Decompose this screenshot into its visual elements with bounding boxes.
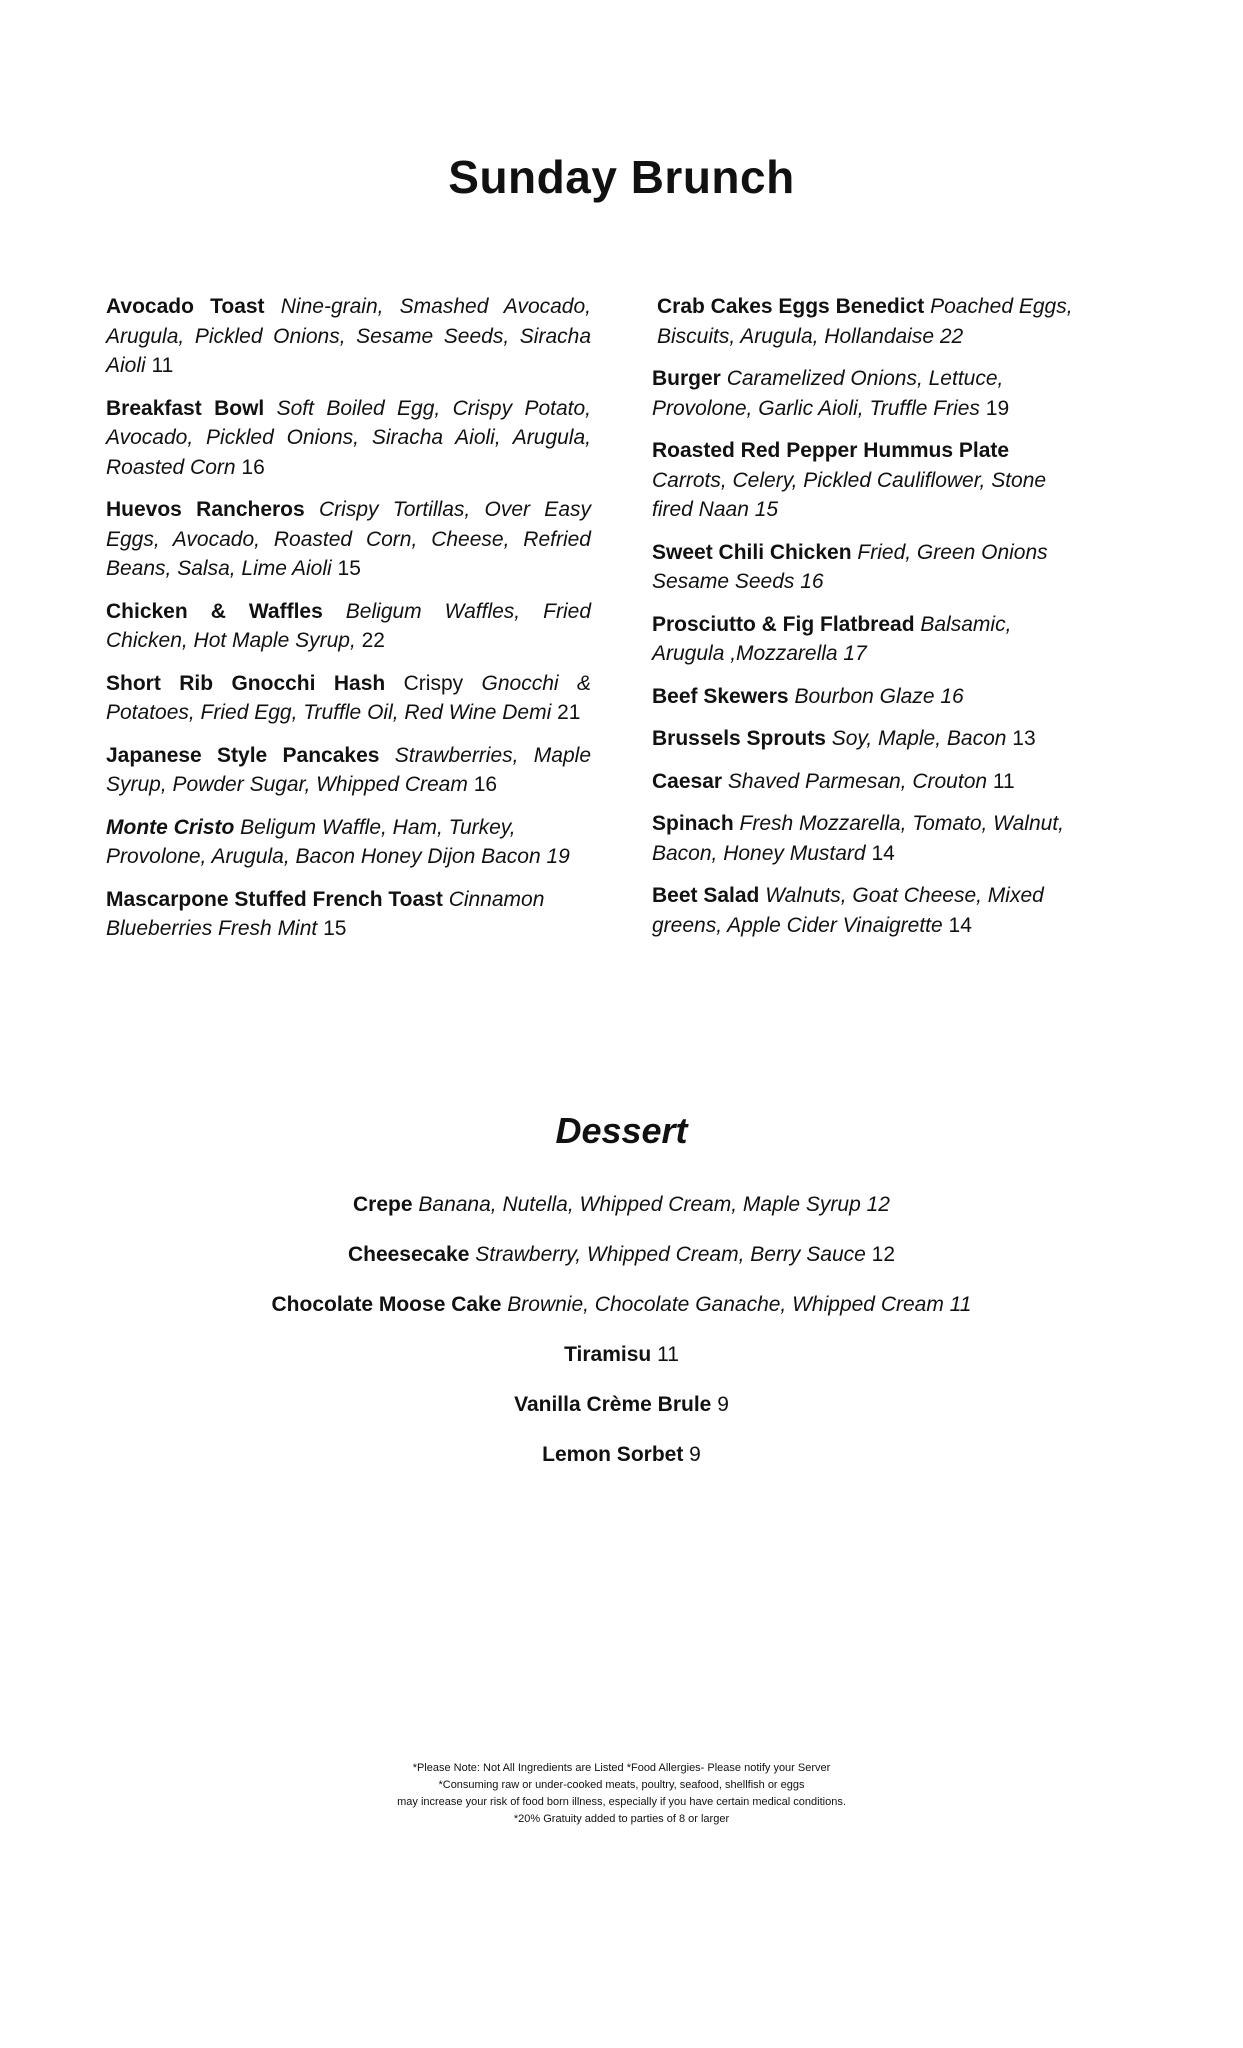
item-price: 21 bbox=[557, 701, 581, 724]
item-name: Crepe bbox=[353, 1193, 413, 1216]
menu-item bbox=[106, 292, 591, 381]
menu-item bbox=[106, 394, 591, 483]
footer-line: *20% Gratuity added to parties of 8 or larger bbox=[513, 1813, 730, 1825]
item-name: Huevos Rancheros bbox=[106, 498, 305, 521]
dessert-item bbox=[0, 1440, 1243, 1470]
footer-notes bbox=[0, 1760, 1243, 1828]
item-description: Strawberries, Maple Syrup, Powder Sugar, Whipped Cream bbox=[106, 743, 591, 796]
item-name: Monte Cristo bbox=[106, 815, 235, 839]
item-name: Japanese Style Pancakes bbox=[106, 743, 380, 767]
menu-item bbox=[652, 809, 1082, 868]
item-description: Walnuts, Goat Cheese, Mixed greens, Apple Cider Vinaigrette bbox=[652, 884, 1044, 937]
item-price: 13 bbox=[1012, 727, 1036, 750]
item-name: Roasted Red Pepper Hummus Plate bbox=[652, 439, 1010, 462]
menu-item bbox=[106, 495, 591, 584]
item-price: 9 bbox=[717, 1393, 729, 1416]
item-name: Prosciutto & Fig Flatbread bbox=[652, 612, 915, 636]
item-description: Cinnamon Blueberries Fresh Mint bbox=[106, 887, 545, 940]
item-price: 22 bbox=[361, 629, 385, 652]
menu-item bbox=[652, 881, 1082, 940]
item-price: 15 bbox=[323, 917, 347, 940]
menu-item bbox=[106, 741, 591, 800]
menu-item bbox=[652, 767, 1082, 797]
item-price: 11 bbox=[151, 354, 174, 377]
brunch-left-column bbox=[106, 292, 591, 957]
item-description: Soft Boiled Egg, Crispy Potato, Avocado, Pickled Onions, Siracha Aioli, Arugula, Roasted Corn bbox=[106, 396, 592, 479]
item-description: Bourbon Glaze 16 bbox=[794, 684, 964, 708]
item-price: 9 bbox=[689, 1443, 701, 1466]
item-name: Tiramisu bbox=[564, 1343, 652, 1366]
dessert-item bbox=[0, 1340, 1243, 1370]
footer-line: may increase your risk of food born illness, especially if you have certain medical conditions. bbox=[397, 1796, 846, 1808]
item-description: Carrots, Celery, Pickled Cauliflower, Stone fired Naan 15 bbox=[652, 468, 1047, 521]
item-description: Banana, Nutella, Whipped Cream, Maple Syrup 12 bbox=[418, 1193, 890, 1216]
item-name: Crab Cakes Eggs Benedict bbox=[657, 295, 925, 318]
item-name: Beef Skewers bbox=[652, 684, 789, 708]
item-description: Poached Eggs, Biscuits, Arugula, Hollandaise 22 bbox=[657, 295, 1073, 348]
footer-line: *Please Note: Not All Ingredients are Listed *Food Allergies- Please notify your Server bbox=[412, 1762, 831, 1774]
item-name: Short Rib Gnocchi Hash bbox=[106, 671, 386, 695]
item-description: Strawberry, Whipped Cream, Berry Sauce bbox=[475, 1243, 866, 1266]
menu-item bbox=[652, 724, 1082, 754]
menu-item bbox=[652, 682, 1082, 712]
item-description: Brownie, Chocolate Ganache, Whipped Cream 11 bbox=[507, 1293, 972, 1316]
brunch-right-column bbox=[652, 292, 1082, 953]
item-name: Lemon Sorbet bbox=[542, 1443, 684, 1466]
item-name: Beet Salad bbox=[652, 884, 760, 907]
item-name: Cheesecake bbox=[347, 1243, 470, 1266]
item-description: Shaved Parmesan, Crouton bbox=[727, 769, 988, 793]
dessert-title: Dessert bbox=[555, 1110, 688, 1151]
dessert-list bbox=[0, 1190, 1243, 1490]
dessert-item bbox=[0, 1240, 1243, 1270]
item-price: 19 bbox=[985, 396, 1010, 420]
item-price: 14 bbox=[948, 913, 972, 937]
item-name: Vanilla Crème Brule bbox=[514, 1393, 712, 1416]
menu-item bbox=[652, 436, 1082, 525]
menu-item bbox=[652, 538, 1082, 597]
item-description: Gnocchi & Potatoes, Fried Egg, Truffle Oil, Red Wine Demi bbox=[106, 671, 591, 724]
item-description: Fresh Mozzarella, Tomato, Walnut, Bacon, Honey Mustard bbox=[652, 812, 1064, 865]
item-name: Sweet Chili Chicken bbox=[652, 540, 852, 564]
item-price: 16 bbox=[241, 455, 265, 479]
item-name: Chocolate Moose Cake bbox=[271, 1293, 502, 1316]
item-name: Spinach bbox=[652, 812, 734, 835]
dessert-item bbox=[0, 1190, 1243, 1220]
item-description: Balsamic, Arugula ,Mozzarella 17 bbox=[652, 612, 1012, 665]
page-title: Sunday Brunch bbox=[448, 151, 795, 203]
item-name: Chicken & Waffles bbox=[106, 599, 323, 623]
item-name: Mascarpone Stuffed French Toast bbox=[106, 887, 443, 911]
item-description: Caramelized Onions, Lettuce, Provolone, Garlic Aioli, Truffle Fries bbox=[652, 367, 1004, 420]
item-price: 19 bbox=[546, 845, 570, 868]
menu-item bbox=[652, 292, 1082, 351]
menu-item bbox=[106, 885, 591, 944]
dessert-item bbox=[0, 1290, 1243, 1320]
menu-item bbox=[652, 610, 1082, 669]
item-name: Brussels Sprouts bbox=[652, 727, 826, 750]
menu-item bbox=[106, 813, 591, 872]
item-name: Caesar bbox=[652, 769, 723, 793]
menu-item bbox=[652, 364, 1082, 423]
item-description: Beligum Waffle, Ham, Turkey, Provolone, Arugula, Bacon Honey Dijon Bacon bbox=[106, 815, 541, 868]
footer-line: *Consuming raw or under-cooked meats, poultry, seafood, shellfish or eggs bbox=[438, 1779, 805, 1791]
menu-item bbox=[106, 669, 591, 728]
item-name: Breakfast Bowl bbox=[106, 396, 265, 420]
item-description: Crispy Tortillas, Over Easy Eggs, Avocado, Roasted Corn, Cheese, Refried Beans, Salsa, Lime Aioli bbox=[106, 498, 591, 580]
item-price: 16 bbox=[473, 773, 498, 796]
item-price: 12 bbox=[871, 1243, 896, 1266]
item-description: Soy, Maple, Bacon bbox=[831, 727, 1007, 750]
dessert-item bbox=[0, 1390, 1243, 1420]
item-price: 15 bbox=[337, 557, 361, 580]
item-name: Burger bbox=[652, 367, 721, 390]
item-price: 11 bbox=[657, 1343, 679, 1366]
item-price: 14 bbox=[871, 841, 895, 865]
item-description: Beligum Waffles, Fried Chicken, Hot Maple Syrup, bbox=[106, 599, 591, 652]
menu-item bbox=[106, 597, 591, 656]
item-plain-text: Crispy bbox=[403, 671, 464, 695]
item-name: Avocado Toast bbox=[106, 295, 265, 318]
item-price: 11 bbox=[992, 769, 1015, 793]
item-description: Fried, Green Onions Sesame Seeds 16 bbox=[652, 540, 1048, 593]
item-description: Nine-grain, Smashed Avocado, Arugula, Pickled Onions, Sesame Seeds, Siracha Aioli bbox=[106, 295, 591, 377]
